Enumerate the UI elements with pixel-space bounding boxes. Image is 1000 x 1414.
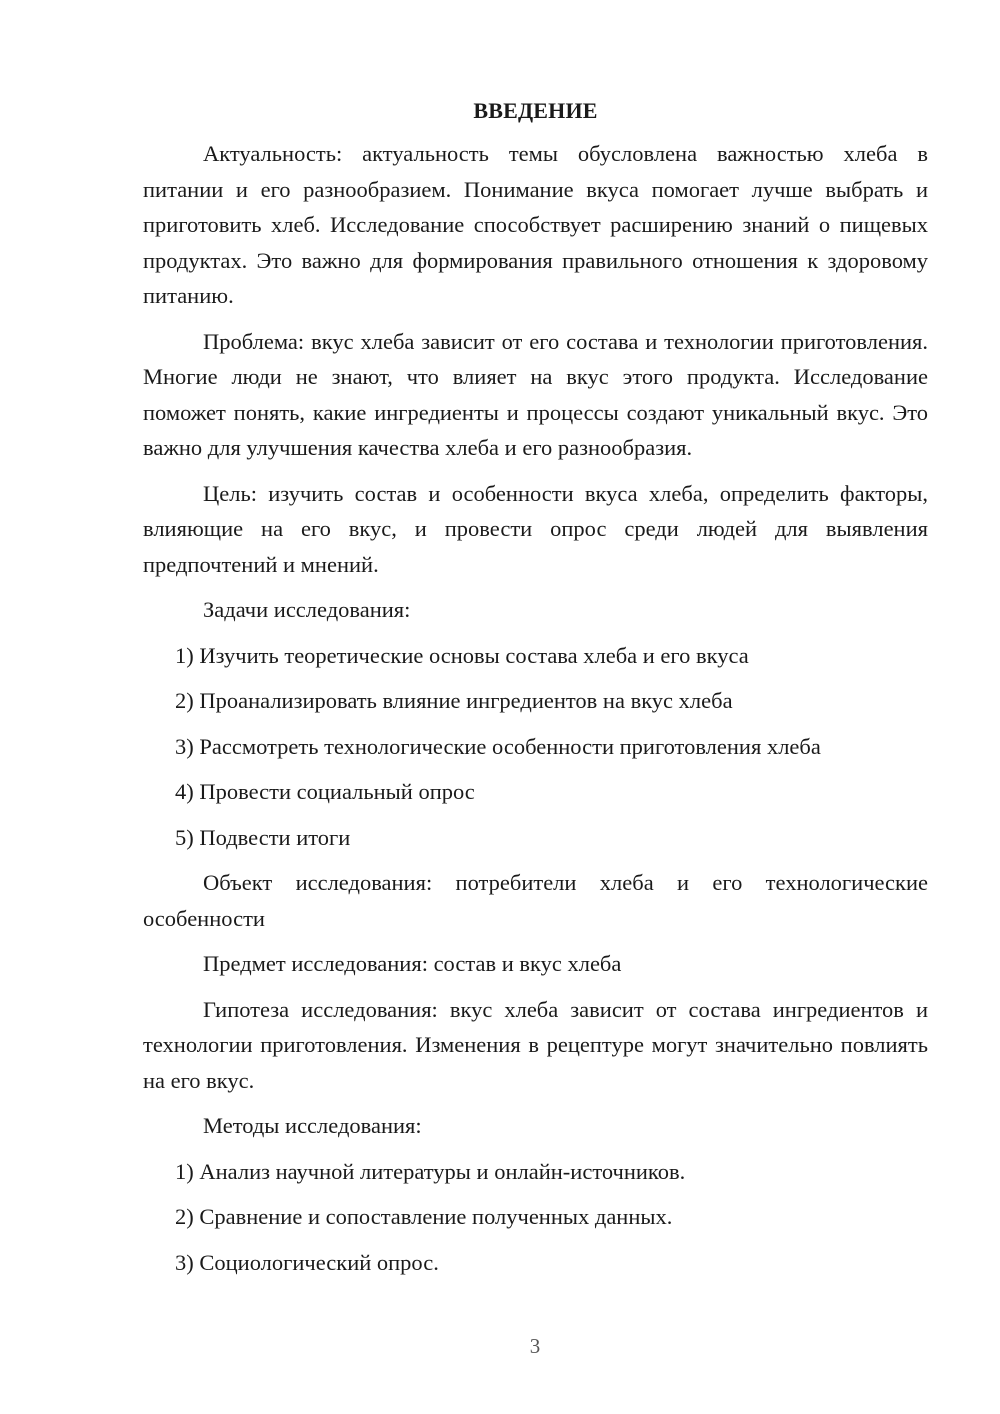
goal-paragraph: Цель: изучить состав и особенности вкуса хлеба, определить факторы, влияющие на его вкус, и провести опрос среди людей для выявления предпочтений и мнений.: [143, 480, 928, 577]
list-item: 4) Провести социальный опрос: [175, 779, 475, 804]
page-number: 3: [529, 1334, 541, 1358]
list-item: 1) Анализ научной литературы и онлайн-источников.: [175, 1158, 686, 1184]
methods-list: [143, 1154, 928, 1281]
page-content: [143, 96, 928, 1290]
page-title: ВВЕДЕНИЕ: [473, 98, 598, 123]
subject-paragraph: Предмет исследования: состав и вкус хлеба: [203, 951, 622, 976]
list-item: 3) Рассмотреть технологические особенности приготовления хлеба: [175, 733, 821, 759]
relevance-paragraph: Актуальность: актуальность темы обусловлена важностью хлеба в питании и его разнообразием. Понимание вкуса помогает лучше выбрать и приготовить хлеб. Исследование способствует расширению знаний о пищевых продуктах. Это важно для формирования правильного отношения к здоровому питанию.: [143, 141, 928, 308]
tasks-heading: Задачи исследования:: [203, 597, 411, 622]
problem-paragraph: Проблема: вкус хлеба зависит от его состава и технологии приготовления. Многие люди не знают, что влияет на вкус этого продукта. Исследование поможет понять, какие ингредиенты и процессы создают уникальный вкус. Это важно для улучшения качества хлеба и его разнообразия.: [143, 328, 928, 460]
list-item: 2) Проанализировать влияние ингредиентов на вкус хлеба: [175, 688, 733, 713]
tasks-list: [143, 638, 928, 856]
hypothesis-paragraph: Гипотеза исследования: вкус хлеба зависит от состава ингредиентов и технологии приготовления. Изменения в рецептуре могут значительно повлиять на его вкус.: [143, 996, 928, 1093]
list-item: 5) Подвести итоги: [175, 824, 351, 850]
list-item: 3) Социологический опрос.: [175, 1249, 439, 1275]
methods-heading: Методы исследования:: [203, 1113, 422, 1138]
object-paragraph: Объект исследования: потребители хлеба и его технологические особенности: [143, 870, 928, 931]
list-item: 1) Изучить теоретические основы состава хлеба и его вкуса: [175, 642, 749, 668]
list-item: 2) Сравнение и сопоставление полученных данных.: [175, 1204, 673, 1229]
